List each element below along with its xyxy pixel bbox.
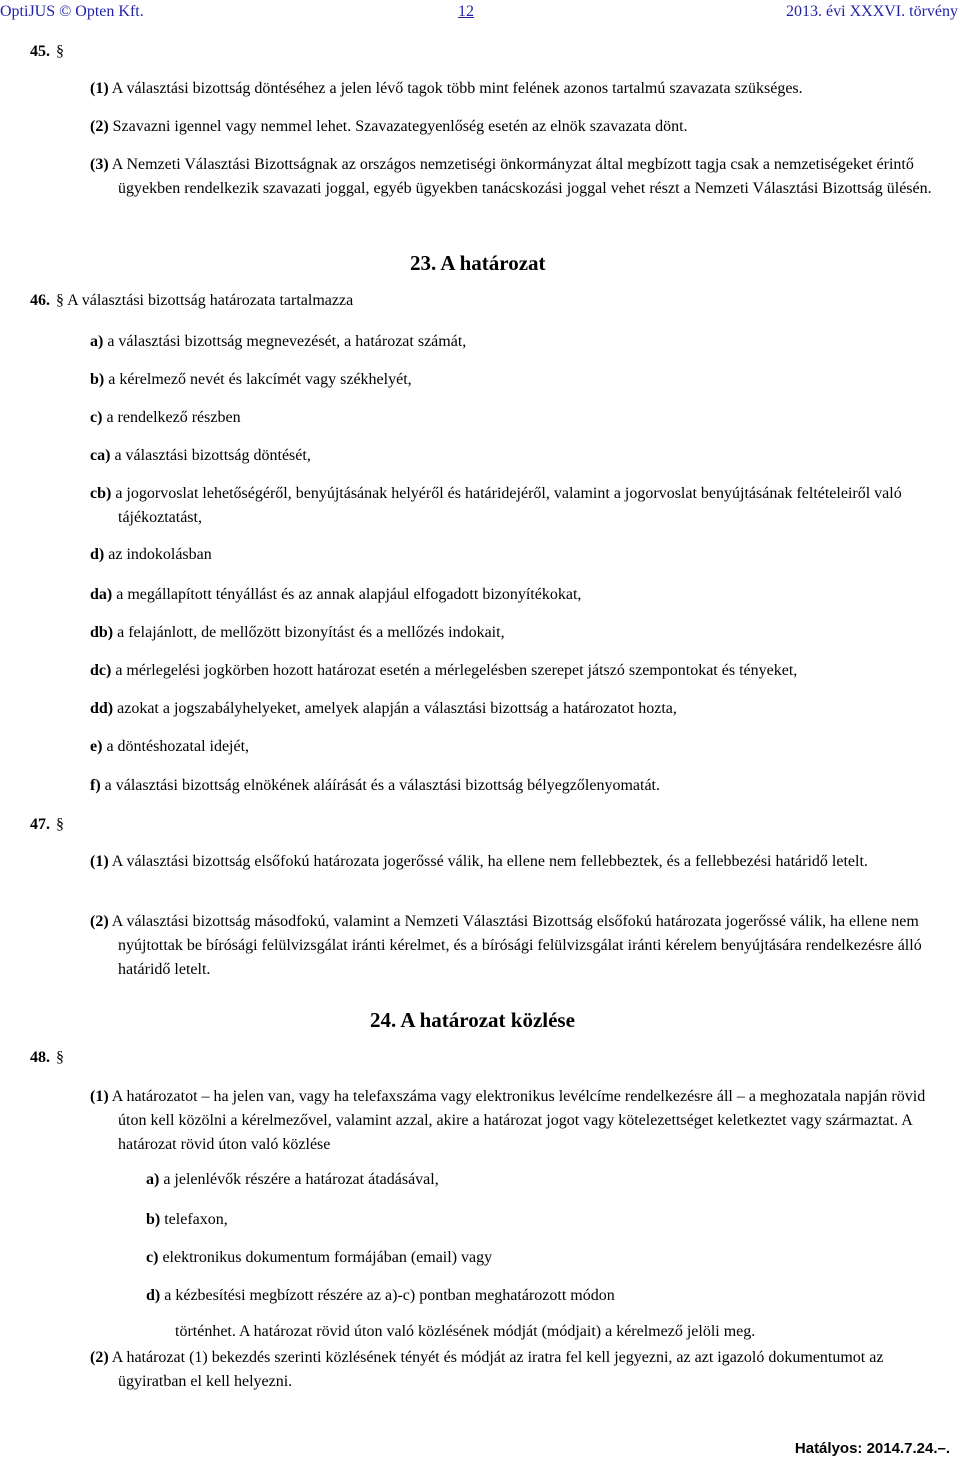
effective-value: 2014.7.24.–.: [862, 1440, 950, 1457]
paragraph-sign-icon: §: [56, 292, 64, 309]
s46-item-d: [90, 543, 212, 567]
item-label: c): [90, 409, 103, 426]
section-number: 48.: [30, 1049, 50, 1066]
s46-item-db: [90, 621, 505, 645]
para-text: A választási bizottság másodfokú, valamint a Nemzeti Választási Bizottság elsőfokú határozata jogerőssé válik, ha ellene nem nyújtottak be bírósági felülvizsgálat iránti kérelmet, és a bírósági felülvizsgálat iránti kérelem benyújtására rendelkezésre álló határidő letelt.: [108, 913, 922, 978]
page-header: [0, 0, 960, 24]
section-48: [30, 1048, 64, 1068]
s48-item-b: [146, 1208, 228, 1232]
para-label: (1): [90, 853, 109, 870]
item-label: f): [90, 777, 101, 794]
item-label: dc): [90, 662, 112, 679]
item-text: elektronikus dokumentum formájában (email) vagy: [158, 1249, 493, 1266]
item-text: a rendelkező részben: [102, 409, 241, 426]
item-label: b): [146, 1211, 161, 1228]
section-number: 47.: [30, 816, 50, 833]
item-text: a jelenlévők részére a határozat átadásával,: [159, 1171, 439, 1188]
item-label: a): [146, 1171, 160, 1188]
item-label: d): [146, 1287, 161, 1304]
s46-item-f: [90, 774, 660, 798]
para-text: A határozatot – ha jelen van, vagy ha telefaxszáma vagy elektronikus levélcíme rendelkezésre áll – a meghozatala napján rövid úton kell közölni a kérelmezővel, valamint azzal, akire a határozat jogot vagy kötelezettséget keletkeztet vagy származtat. A határozat rövid úton való közlése: [108, 1088, 926, 1153]
s46-item-c: [90, 406, 241, 430]
item-label: da): [90, 586, 113, 603]
s48-item-c: [146, 1246, 492, 1270]
item-text: azokat a jogszabályhelyeket, amelyek alapján a választási bizottság a határozatot hozta,: [113, 700, 677, 717]
item-text: a jogorvoslat lehetőségéről, benyújtásának helyéről és határidejéről, valamint a jogorvoslat benyújtásának feltételeiről való tájékoztatást,: [111, 485, 902, 526]
item-label: ca): [90, 447, 111, 464]
s46-item-e: [90, 735, 249, 759]
item-text: a választási bizottság döntését,: [110, 447, 311, 464]
item-text: telefaxon,: [160, 1211, 228, 1228]
s45-paragraph-1: [90, 77, 950, 101]
heading-23: 23. A határozat: [410, 251, 546, 275]
item-label: c): [146, 1249, 159, 1266]
heading-24: 24. A határozat közlése: [370, 1008, 575, 1032]
s45-paragraph-2: [90, 115, 950, 139]
para-label: (1): [90, 1088, 109, 1105]
publisher-label: OptiJUS © Opten Kft.: [0, 3, 144, 20]
para-text: A határozat (1) bekezdés szerinti közlésének tényét és módját az iratra fel kell jegyezni, az azt igazoló dokumentumot az ügyiratban el kell helyezni.: [108, 1349, 884, 1390]
section-47: [30, 815, 64, 835]
item-label: a): [90, 333, 104, 350]
s46-item-dc: [90, 659, 950, 683]
effective-label: Hatályos:: [794, 1440, 863, 1457]
s46-item-a: [90, 330, 466, 354]
s48-item-d: [146, 1284, 615, 1308]
item-text: a kézbesítési megbízott részére az a)-c) pontban meghatározott módon: [160, 1287, 615, 1304]
s46-item-da: [90, 583, 581, 607]
item-text: a választási bizottság elnökének aláírását és a választási bizottság bélyegzőlenyomatát.: [100, 777, 660, 794]
item-text: a megállapított tényállást és az annak alapjául elfogadott bizonyítékokat,: [112, 586, 582, 603]
para-label: (2): [90, 913, 109, 930]
item-label: cb): [90, 485, 112, 502]
law-title: 2013. évi XXXVI. törvény: [786, 3, 958, 20]
item-text: a mérlegelési jogkörben hozott határozat esetén a mérlegelésben szerepet játszó szempontokat és tényeket,: [111, 662, 798, 679]
item-text: a kérelmező nevét és lakcímét vagy székhelyét,: [104, 371, 412, 388]
section-intro: A választási bizottság határozata tartalmazza: [64, 292, 354, 309]
s47-paragraph-1: [90, 850, 948, 874]
s48-paragraph-2: [90, 1346, 928, 1394]
s48-item-a: [146, 1168, 439, 1192]
para-text: Szavazni igennel vagy nemmel lehet. Szavazategyenlőség esetén az elnök szavazata dönt.: [108, 118, 688, 135]
para-label: (2): [90, 118, 109, 135]
item-label: e): [90, 738, 103, 755]
s46-item-dd: [90, 697, 677, 721]
effective-date: [795, 1440, 950, 1457]
s46-item-cb: [90, 482, 948, 530]
para-text: A választási bizottság döntéséhez a jelen lévő tagok több mint felének azonos tartalmú szavazata szükséges.: [108, 80, 803, 97]
s46-item-b: [90, 368, 412, 392]
para-text: A választási bizottság elsőfokú határozata jogerőssé válik, ha ellene nem fellebbeztek, és a fellebbezési határidő letelt.: [108, 853, 868, 870]
para-label: (1): [90, 80, 109, 97]
para-text: A Nemzeti Választási Bizottságnak az országos nemzetiségi önkormányzat által megbízott tagja csak a nemzetiségeket érintő ügyekben rendelkezik szavazati joggal, egyéb ügyekben tanácskozási joggal vehet részt a Nemzeti Választási Bizottság ülésén.: [108, 156, 932, 197]
item-text: a választási bizottság megnevezését, a határozat számát,: [103, 333, 467, 350]
para-label: (2): [90, 1349, 109, 1366]
paragraph-sign-icon: §: [56, 1049, 64, 1066]
item-label: db): [90, 624, 114, 641]
s48-tail: történhet. A határozat rövid úton való közlésének módját (módjait) a kérelmező jelöli meg.: [175, 1323, 756, 1340]
item-text: az indokolásban: [104, 546, 212, 563]
s45-paragraph-3: [90, 153, 944, 201]
paragraph-sign-icon: §: [56, 816, 64, 833]
item-text: a felajánlott, de mellőzött bizonyítást és a mellőzés indokait,: [113, 624, 505, 641]
paragraph-sign-icon: §: [56, 43, 64, 60]
item-label: b): [90, 371, 105, 388]
item-text: a döntéshozatal idejét,: [102, 738, 250, 755]
section-46: [30, 289, 353, 313]
para-label: (3): [90, 156, 109, 173]
item-label: dd): [90, 700, 114, 717]
section-number: 45.: [30, 43, 50, 60]
s47-paragraph-2: [90, 910, 948, 982]
item-label: d): [90, 546, 105, 563]
page-number: 12: [458, 3, 474, 20]
s48-paragraph-1: [90, 1085, 928, 1157]
section-number: 46.: [30, 292, 50, 309]
s46-item-ca: [90, 444, 311, 468]
section-45: [30, 42, 64, 62]
